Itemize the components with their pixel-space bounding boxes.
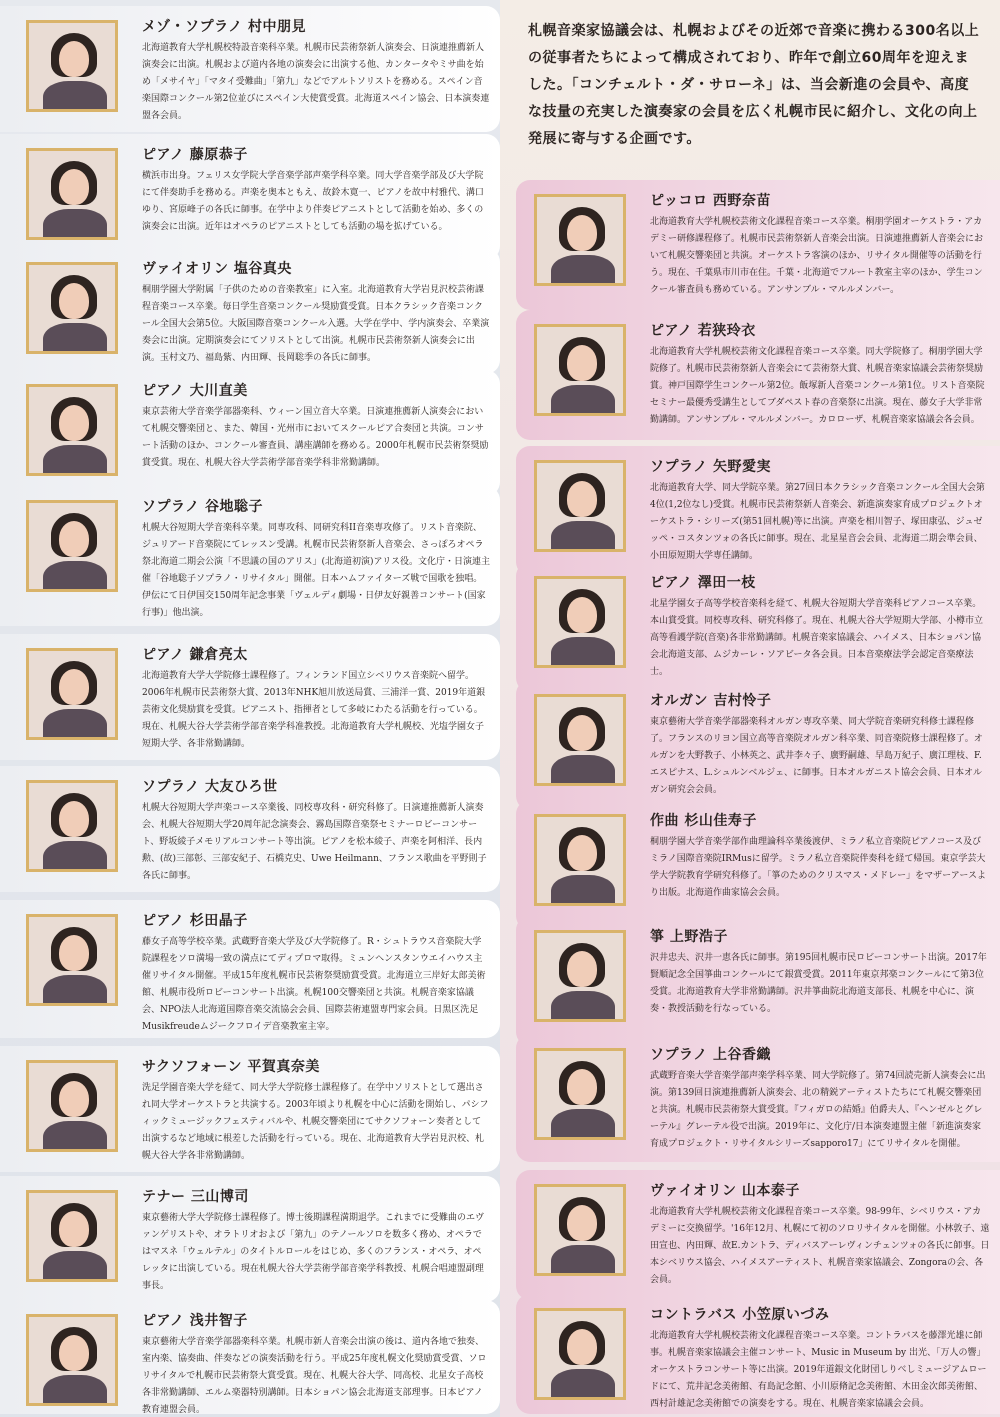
profile-bio: 東京藝術大学音楽学部器楽科オルガン専攻卒業、同大学院音楽研究科修士課程修了。フランスのリヨン国立高等音楽院オルガン科卒業、同音楽院修士課程修了。オルガンを大野教子、小林英之、武井李々子、廣野嗣雄、早島万紀子、廣江理枝、F.エスピナス、L.シュルンベルジェ、に師事。日本オルガニスト協会会員、日本オルガン研究会会員。 <box>650 717 983 795</box>
profile-bio: 東京藝術大学音楽学部器楽科卒業。札幌市新人音楽会出演の後は、道内各地で独奏、室内楽、協奏曲、伴奏などの演奏活動を行う。平成25年度札幌文化奨励賞受賞、ソロリサイタルで札幌市民芸術祭大賞受賞。現在、札幌大谷大学、同高校、北星女子高校各非常勤講師、エルム楽器特別講師。日本ショパン協会北海道支部理事。日本ピアノ教育連盟会員。 <box>142 1337 487 1415</box>
profile-bio: 北海道教育大学札幌校芸術文化課程音楽コース卒業。同大学院修了。桐朋学園大学院修了。札幌市民芸術祭新人音楽会にて芸術祭大賞、札幌音楽家協議会芸術祭奨励賞。神戸国際学生コンクール第2位。飯塚新人音楽コンクール第1位。リスト音楽院セミナー最優秀受講生としてブダペスト春の音楽祭に出演。現在、藤女子大学非常勤講師。アンサンブル・マルルメンバー。カロローザ、札幌音楽家協議会各会員。 <box>650 347 985 425</box>
profile-name: ピアノ 浅井智子 <box>142 1313 248 1329</box>
portrait-photo <box>26 20 118 112</box>
profile-bio: 沢井忠夫、沢井一恵各氏に師事。第195回札幌市民ロビーコンサート出演。2017年賢順記念全国箏曲コンクールにて銀賞受賞。2011年東京邦楽コンクールにて第3位受賞。北海道教育大学非常勤講師。沢井箏曲院北海道支部長、札幌を中心に、演奏・教授活動を行なっている。 <box>650 953 987 1014</box>
profile-bio: 東京芸術大学音楽学部器楽科、ウィーン国立音大卒業。日演連推薦新人演奏会において札幌交響楽団と、また、韓国・光州市においてスクールピア合奏団と共演。コンサート活動のほか、コンクール審査員、講座講師を務める。2000年札幌市民芸術祭奨励賞受賞。現在、札幌大谷大学芸術学部音楽学科非常勤講師。 <box>142 407 489 468</box>
profile-bio: 洗足学園音楽大学を経て、同大学大学院修士課程修了。在学中ソリストとして選出され同大学オーケストラと共演する。2003年頃より札幌を中心に活動を開始し、パシフィックミュージックフェスティバルや、札幌交響楽団にてサクソフォーン奏者として出演するなど地域に根差した活動を行っている。現在、北海道教育大学岩見沢校、札幌大谷大学各非常勤講師。 <box>142 1083 489 1161</box>
profile-name: ピアノ 杉田晶子 <box>142 913 248 929</box>
profile-card <box>0 634 500 760</box>
portrait-photo <box>534 1184 626 1276</box>
profile-bio: 桐朋学園大学音楽学部作曲理論科卒業後渡伊、ミラノ私立音楽院ピアノコース及びミラノ国際音楽院IRMusに留学。ミラノ私立音楽院伴奏科を経て帰国。東京学芸大学大学院教育学研究科修了。「箏のためのクリスマス・メドレー」をマザーアースより出版。北海道作曲家協会会員。 <box>650 837 986 898</box>
profile-bio: 武蔵野音楽大学音楽学部声楽学科卒業、同大学院修了。第74回読売新人演奏会に出演。第139回日演連推薦新人演奏会、北の精鋭アーティストたちにて札幌交響楽団と共演。札幌市民芸術祭大賞受賞。『フィガロの結婚』伯爵夫人、『ヘンゼルとグレーテル』グレーテル役で出演。2019年に、文化庁/日本演奏連盟主催「新進演奏家育成プロジェクト・リサイタルシリーズsapporo17」にてリサイタルを開催。 <box>650 1071 986 1149</box>
profile-card <box>516 680 1000 810</box>
portrait-photo <box>534 1048 626 1140</box>
portrait-photo <box>534 1308 626 1400</box>
profile-name: 箏 上野浩子 <box>650 929 728 945</box>
profile-card <box>516 446 1000 576</box>
portrait-photo <box>534 194 626 286</box>
portrait-photo <box>534 576 626 668</box>
profile-name: ヴァイオリン 山本泰子 <box>650 1183 800 1199</box>
portrait-photo <box>26 780 118 872</box>
profile-name: ピアノ 澤田一枝 <box>650 575 756 591</box>
profile-card <box>0 1300 500 1414</box>
portrait-photo <box>534 814 626 906</box>
profile-card <box>0 486 500 626</box>
profile-bio: 北海道教育大学大学院修士課程修了。フィンランド国立シベリウス音楽院へ留学。2006年札幌市民芸術祭大賞、2013年NHK旭川放送局賞、三浦洋一賞、2019年道銀芸術文化奨励賞を受賞。ピアニスト、指揮者として多岐にわたる活動を行っている。現在、札幌大谷大学芸術学部音楽学科准教授。北海道教育大学札幌校、光塩学園女子短期大学、各非常勤講師。 <box>142 671 486 749</box>
profile-bio: 北星学園女子高等学校音楽科を経て、札幌大谷短期大学音楽科ピアノコース卒業。本山賞受賞。同校専攻科、研究科修了。現在、札幌大谷大学短期大学部、小樽市立高等看護学院(音楽)各非常勤講師。札幌音楽家協議会、ハイメス、日本ショパン協会北海道支部、ムジカーレ・ソアビータ各会員。日本音楽療法学会認定音楽療法士。 <box>650 599 984 677</box>
portrait-photo <box>26 1060 118 1152</box>
profile-name: ピアノ 藤原恭子 <box>142 147 248 163</box>
portrait-photo <box>26 1190 118 1282</box>
profile-card <box>516 1034 1000 1162</box>
portrait-photo <box>534 324 626 416</box>
portrait-photo <box>26 1314 118 1406</box>
profile-card <box>516 310 1000 440</box>
profile-name: メゾ・ソプラノ 村中朋見 <box>142 19 307 35</box>
portrait-photo <box>26 262 118 354</box>
profile-bio: 札幌大谷短期大学声楽コース卒業後、同校専攻科・研究科修了。日演連推薦新人演奏会、札幌大谷短期大学20周年記念演奏会、霧島国際音楽祭セミナーロビーコンサート、野坂綾子メモリアルコンサート等出演。ピアノを松本綾子、声楽を阿相洋、長内勲、(故)三部彰、三部安紀子、石橋克史、Uwe Heilmann、フランス歌曲を平野則子各氏に師事。 <box>142 803 487 881</box>
intro-text: 札幌音楽家協議会は、札幌およびその近郊で音楽に携わる300名以上の従事者たちによって構成されており、昨年で創立60周年を迎えました。「コンチェルト・ダ・サローネ」は、当会新進の会員や、高度な技量の充実した演奏家の会員を広く札幌市民に紹介し、文化の向上発展に寄与する企画です。 <box>528 23 980 147</box>
profile-bio: 東京藝術大学大学院修士課程修了。博士後期課程満期退学。これまでに受難曲のエヴァンゲリストや、オラトリオおよび「第九」のテノールソロを数多く務め、オペラではマスネ「ウェルテル」のタイトルロールをはじめ、多くのフランス・オペラ、オペレッタに出演している。現在札幌大谷大学芸術学部音楽学科教授、札幌合唱連盟副理事長。 <box>142 1213 485 1291</box>
profile-bio: 北海道教育大学、同大学院卒業。第27回日本クラシック音楽コンクール全国大会第4位(1,2位なし)受賞。札幌市民芸術祭新人音楽会、新進演奏家育成プロジェクトオーケストラ・シリーズ(第51回札幌)等に出演。声楽を相川智子、塚田康弘、ジュゼッペ・コスタンツォの各氏に師事。現在、北星星音会会員、北海道二期会準会員、小田原短期大学専任講師。 <box>650 483 985 561</box>
profile-bio: 横浜市出身。フェリス女学院大学音楽学部声楽学科卒業。同大学音楽学部及び大学院にて伴奏助手を務める。声楽を奥本ともえ、故鈴木寛一、ピアノを故中村雅代、溝口ゆり、宮原峰子の各氏に師事。在学中より伴奏ピアニストとして活動を始め、多くの演奏会に出演。近年はオペラのピアニストとしても活動の場を拡げている。 <box>142 171 484 232</box>
profile-card <box>0 766 500 892</box>
profile-name: コントラバス 小笠原いづみ <box>650 1307 830 1323</box>
profile-name: ソプラノ 矢野愛実 <box>650 459 771 475</box>
profile-card <box>0 6 500 132</box>
profile-bio: 北海道教育大学札幌校特設音楽科卒業。札幌市民芸術祭新人演奏会、日演連推薦新人演奏会に出演。札幌および道内各地の演奏会に出演する他、カンタータやミサ曲を始め「メサイヤ」「マタイ受難曲」「第九」などでアルトソリストを務める。スペイン音楽国際コンクール第2位並びにスペイン大使賞受賞。北海道スペイン協会、日本演奏連盟各会員。 <box>142 43 490 121</box>
profile-bio: 桐朋学園大学附属「子供のための音楽教室」に入室。北海道教育大学岩見沢校芸術課程音楽コース卒業。毎日学生音楽コンクール奨励賞受賞。日本クラシック音楽コンクール全国大会第5位。大阪国際音楽コンクール入選。大学在学中、学内演奏会、卒業演奏会に出演。定期演奏会にてソリストとして出演。札幌市民芸術祭新人演奏会に出演。玉村文乃、福島紫、内田輝、長岡聡季の各氏に師事。 <box>142 285 490 363</box>
profile-bio: 北海道教育大学札幌校芸術文化課程音楽コース卒業。桐朋学園オーケストラ・アカデミー研修課程修了。札幌市民芸術祭新人音楽会出演。日演連推薦新人音楽会において札幌交響楽団と共演。オーケストラ客演のほか、リサイタル開催等の活動を行う。現在、千葉県市川市在住。千葉・北海道でフルート教室主宰のほか、学生コンクール審査員も務めている。アンサンブル・マルルメンバー。 <box>650 217 984 295</box>
profile-bio: 藤女子高等学校卒業。武蔵野音楽大学及び大学院修了。R・シュトラウス音楽院大学院課程をソロ満場一致の満点にてディプロマ取得。ミュンヘンスタンウエイハウス主催リサイタル開催。平成15年度札幌市民芸術祭奨励賞受賞。北海道立三岸好太郎美術館、札幌市役所ロビーコンサート出演。札幌100交響楽団と共演。札幌音楽家協議会、NPO法人北海道国際音楽交流協会会員、国際芸術連盟専門家会員。日黒区洗足Musikfreudeムジークフロイデ音楽教室主宰。 <box>142 937 486 1032</box>
profile-name: ピアノ 鎌倉亮太 <box>142 647 248 663</box>
profile-card <box>0 248 500 374</box>
profile-name: サクソフォーン 平賀真奈美 <box>142 1059 320 1075</box>
profile-name: ソプラノ 大友ひろ世 <box>142 779 278 795</box>
profile-card <box>0 900 500 1038</box>
profile-card <box>0 370 500 496</box>
profile-name: 作曲 杉山佳寿子 <box>650 813 757 829</box>
portrait-photo <box>534 460 626 552</box>
portrait-photo <box>534 930 626 1022</box>
profile-name: オルガン 吉村怜子 <box>650 693 772 709</box>
profile-card <box>516 916 1000 1046</box>
profile-card <box>516 1170 1000 1300</box>
profile-card <box>516 1294 1000 1414</box>
profile-name: ヴァイオリン 塩谷真央 <box>142 261 292 277</box>
profile-name: テナー 三山博司 <box>142 1189 249 1205</box>
profile-name: ソプラノ 上谷香織 <box>650 1047 771 1063</box>
profile-card <box>516 800 1000 930</box>
profile-name: ピッコロ 西野奈苗 <box>650 193 771 209</box>
portrait-photo <box>26 148 118 240</box>
profile-bio: 北海道教育大学札幌校芸術文化課程音楽コース卒業。98-99年、シベリウス・アカデミーに交換留学。'16年12月、札幌にて初のソロリサイタルを開催。小林敦子、遠田宣也、内田輝、故E.カントラ、ディバスアーレヴィンチェンツォの各氏に師事。日本シベリウス協会、ハイメスアーティスト、札幌音楽家協議会、Zongoraの会、各会員。 <box>650 1207 990 1285</box>
profile-card <box>0 1046 500 1172</box>
portrait-photo <box>26 914 118 1006</box>
portrait-photo <box>26 648 118 740</box>
portrait-photo <box>26 384 118 476</box>
portrait-photo <box>26 500 118 592</box>
profile-name: ソプラノ 谷地聡子 <box>142 499 263 515</box>
portrait-photo <box>534 694 626 786</box>
profile-card <box>0 1176 500 1302</box>
profile-card <box>516 562 1000 692</box>
profile-card <box>0 134 500 260</box>
profile-bio: 北海道教育大学札幌校芸術文化課程音楽コース卒業。コントラバスを藤澤光雄に師事。札幌音楽家協議会主催コンサート、Music in Museum by 出光、「万人の響」オーケストラコンサート等に出演。2019年道銀文化財団しりべしミュージアムロードにて、荒井記念美術館、有島記念館、小川原脩記念美術館、木田金次郎美術館、西村計雄記念美術館での演奏をする。現在、札幌音楽家協議会会員。 <box>650 1331 987 1409</box>
profile-bio: 札幌大谷短期大学音楽科卒業。同専攻科、同研究科II音楽専攻修了。リスト音楽院、ジュリアード音楽院にてレッスン受講。札幌市民芸術祭新人音楽会、さっぽろオペラ祭北海道二期会公演「不思議の国のアリス」(北海道初演)アリス役。文化庁・日演連主催「谷地聡子ソプラノ・リサイタル」開催。日本ハムファイターズ戦で国歌を独唱。伊伝にて日伊国交150周年記念事業「ヴェルディ劇場・日伊友好親善コンサート(国家行事)」他出演。 <box>142 523 490 618</box>
profile-name: ピアノ 大川直美 <box>142 383 248 399</box>
profile-name: ピアノ 若狭玲衣 <box>650 323 756 339</box>
profile-card <box>516 180 1000 310</box>
